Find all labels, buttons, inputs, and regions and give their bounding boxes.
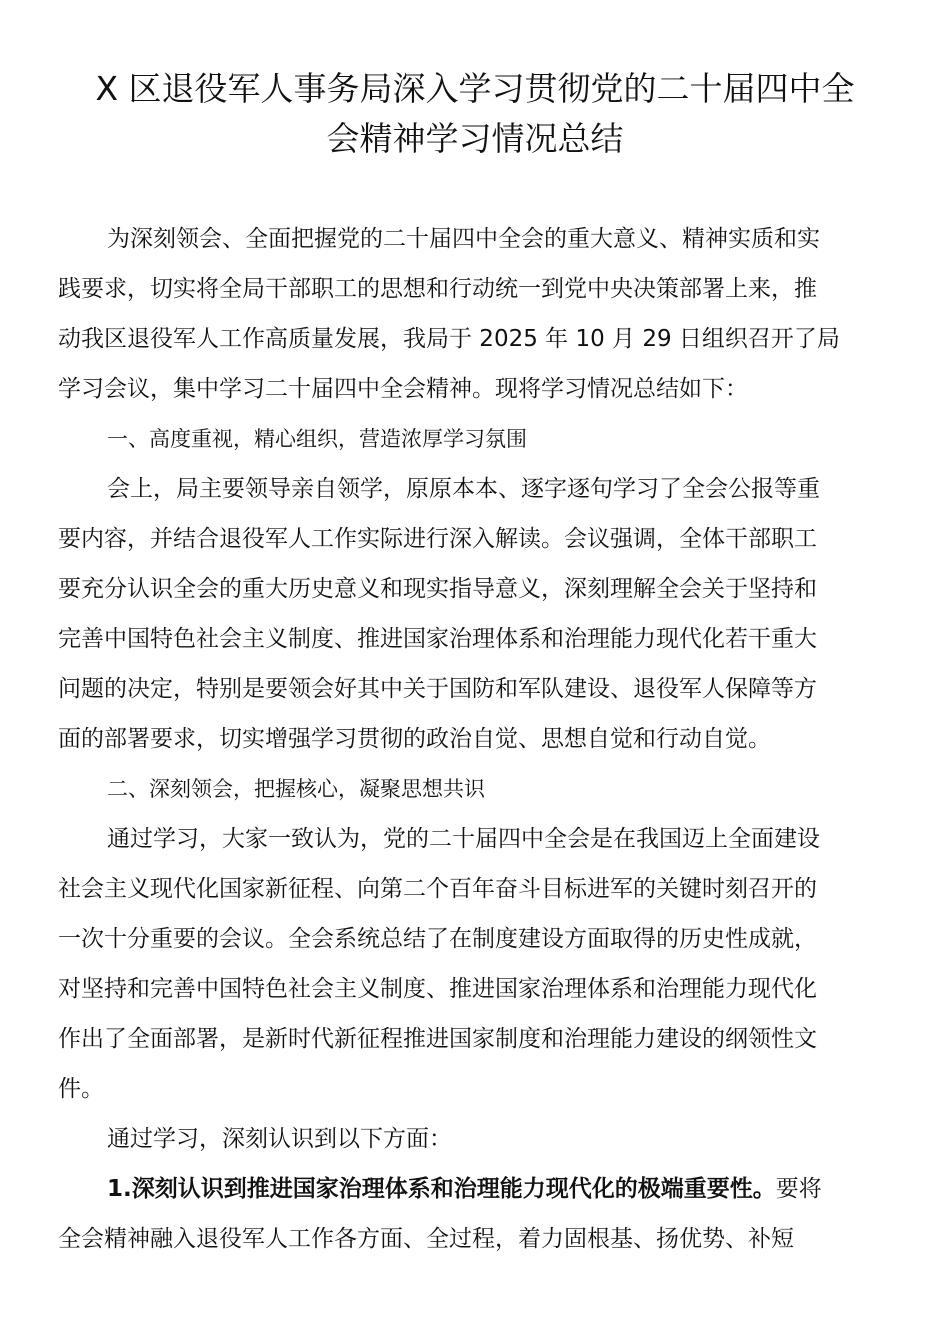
section-1-line-2: 要内容，并结合退役军人工作实际进行深入解读。会议强调，全体干部职工 <box>58 526 817 552</box>
section-2-line-4: 对坚持和完善中国特色社会主义制度、推进国家治理体系和治理能力现代化 <box>58 976 817 1002</box>
section-2-line-2: 社会主义现代化国家新征程、向第二个百年奋斗目标进军的关键时刻召开的 <box>58 876 817 902</box>
point-1-continuation: 全会精神融入退役军人工作各方面、全过程，着力固根基、扬优势、补短 <box>58 1226 794 1252</box>
section-1-line-5: 问题的决定，特别是要领会好其中关于国防和军队建设、退役军人保障等方 <box>58 676 817 702</box>
section-2-heading: 二、深刻领会，把握核心，凝聚思想共识 <box>107 777 485 801</box>
section-2-line-6: 件。 <box>58 1076 104 1102</box>
section-1-line-6: 面的部署要求，切实增强学习贯彻的政治自觉、思想自觉和行动自觉。 <box>58 726 771 752</box>
section-1-line-3: 要充分认识全会的重大历史意义和现实指导意义，深刻理解全会关于坚持和 <box>58 576 817 602</box>
section-1-line-4: 完善中国特色社会主义制度、推进国家治理体系和治理能力现代化若干重大 <box>58 626 817 652</box>
section-2-line-1: 通过学习，大家一致认为，党的二十届四中全会是在我国迈上全面建设 <box>107 826 820 852</box>
document-title-line-2: 会精神学习情况总结 <box>326 119 624 158</box>
point-1-line <box>107 1174 937 1204</box>
point-1-text: 要将 <box>775 1176 822 1202</box>
section-2-line-3: 一次十分重要的会议。全会系统总结了在制度建设方面取得的历史性成就， <box>58 926 817 952</box>
point-1-bold-heading: 1.深刻认识到推进国家治理体系和治理能力现代化的极端重要性。 <box>107 1176 776 1202</box>
intro-line-2: 践要求，切实将全局干部职工的思想和行动统一到党中央决策部署上来，推 <box>58 276 817 302</box>
intro-line-1: 为深刻领会、全面把握党的二十届四中全会的重大意义、精神实质和实 <box>107 226 820 252</box>
section-1-heading: 一、高度重视，精心组织，营造浓厚学习氛围 <box>107 427 527 451</box>
section-2-lead: 通过学习，深刻认识到以下方面： <box>107 1126 452 1152</box>
intro-line-3: 动我区退役军人工作高质量发展，我局于 2025 年 10 月 29 日组织召开了局 <box>58 326 840 352</box>
document-title-line-1: X 区退役军人事务局深入学习贯彻党的二十届四中全 <box>95 69 855 108</box>
section-1-line-1: 会上，局主要领导亲自领学，原原本本、逐字逐句学习了全会公报等重 <box>107 476 820 502</box>
section-2-line-5: 作出了全面部署，是新时代新征程推进国家制度和治理能力建设的纲领性文 <box>58 1026 817 1052</box>
intro-line-4: 学习会议，集中学习二十届四中全会精神。现将学习情况总结如下： <box>58 376 748 402</box>
